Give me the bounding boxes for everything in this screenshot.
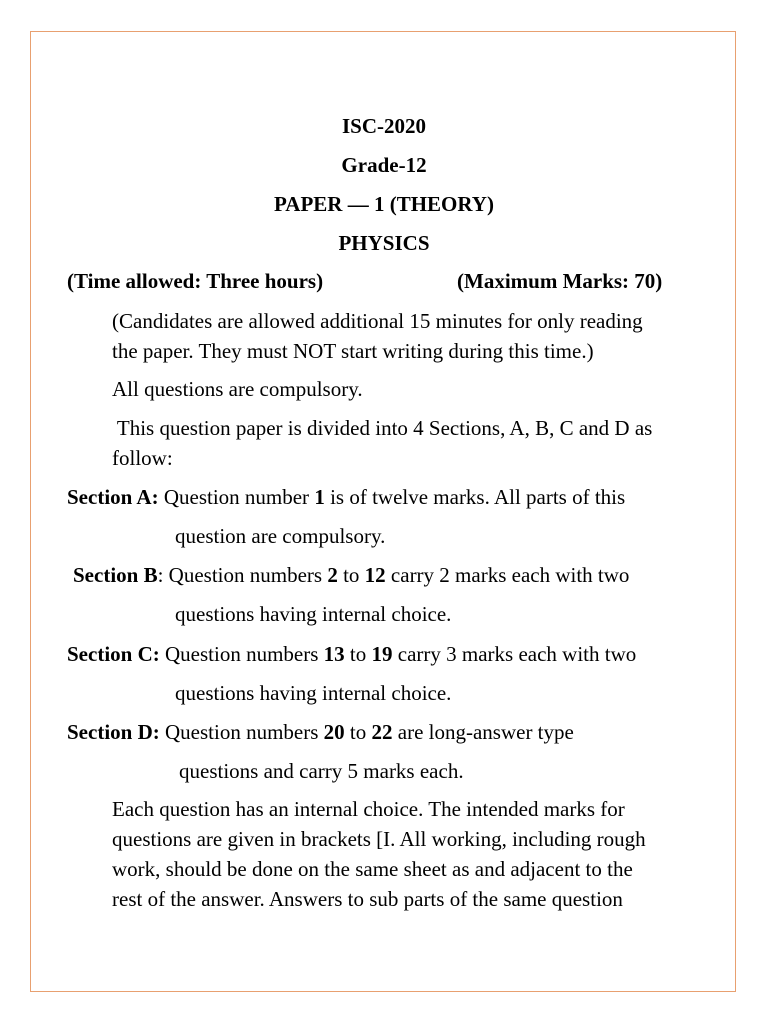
closing-line-4: rest of the answer. Answers to sub parts of the same question	[112, 887, 623, 911]
section-c-num-from: 13	[323, 642, 345, 666]
section-c	[67, 641, 636, 667]
section-c-label: Section C:	[67, 642, 160, 666]
section-c-num-to: 19	[371, 642, 393, 666]
closing-line-1: Each question has an internal choice. The intended marks for	[112, 797, 625, 821]
section-b-num-to: 12	[364, 563, 386, 587]
section-b-to: to	[337, 563, 365, 587]
division-note	[112, 413, 712, 473]
section-d	[67, 719, 574, 745]
section-d-to: to	[344, 720, 372, 744]
max-marks: (Maximum Marks: 70)	[457, 269, 663, 293]
section-c-to: to	[344, 642, 372, 666]
section-c-continuation: questions having internal choice.	[175, 681, 452, 705]
time-allowed: (Time allowed: Three hours)	[67, 269, 324, 293]
reading-time-line-2: the paper. They must NOT start writing during this time.)	[112, 339, 594, 363]
section-b-label: Section B	[73, 563, 158, 587]
section-c-text-2: carry 3 marks each with two	[392, 642, 637, 666]
section-a-label: Section A:	[67, 485, 159, 509]
exam-title: ISC-2020	[341, 114, 426, 138]
closing-instructions	[112, 794, 712, 914]
section-c-text-1: Question numbers	[159, 642, 324, 666]
reading-time-line-1: (Candidates are allowed additional 15 minutes for only reading	[112, 309, 643, 333]
reading-time-note	[112, 306, 712, 366]
section-d-num-from: 20	[323, 720, 345, 744]
section-a-continuation: question are compulsory.	[175, 524, 386, 548]
grade-title: Grade-12	[341, 153, 427, 177]
division-line-1: This question paper is divided into 4 Sections, A, B, C and D as	[112, 416, 653, 440]
paper-title: PAPER — 1 (THEORY)	[274, 192, 494, 216]
division-line-2: follow:	[112, 446, 173, 470]
section-d-label: Section D:	[67, 720, 160, 744]
section-a-num: 1	[314, 485, 325, 509]
section-d-text-1: Question numbers	[159, 720, 324, 744]
compulsory-line: All questions are compulsory.	[112, 377, 363, 401]
section-a	[67, 484, 625, 510]
section-b-continuation: questions having internal choice.	[175, 602, 452, 626]
section-a-text-2: is of twelve marks. All parts of this	[324, 485, 626, 509]
section-d-text-2: are long-answer type	[392, 720, 574, 744]
closing-line-3: work, should be done on the same sheet as and adjacent to the	[112, 857, 633, 881]
section-b-text-2: carry 2 marks each with two	[385, 563, 630, 587]
compulsory-note	[112, 374, 712, 404]
section-b-text-1: : Question numbers	[157, 563, 328, 587]
section-b	[73, 562, 629, 588]
section-a-text-1: Question number	[158, 485, 315, 509]
section-d-num-to: 22	[371, 720, 393, 744]
section-b-num-from: 2	[327, 563, 338, 587]
section-d-continuation: questions and carry 5 marks each.	[179, 759, 464, 783]
subject-title: PHYSICS	[338, 231, 430, 255]
closing-line-2: questions are given in brackets [I. All working, including rough	[112, 827, 646, 851]
